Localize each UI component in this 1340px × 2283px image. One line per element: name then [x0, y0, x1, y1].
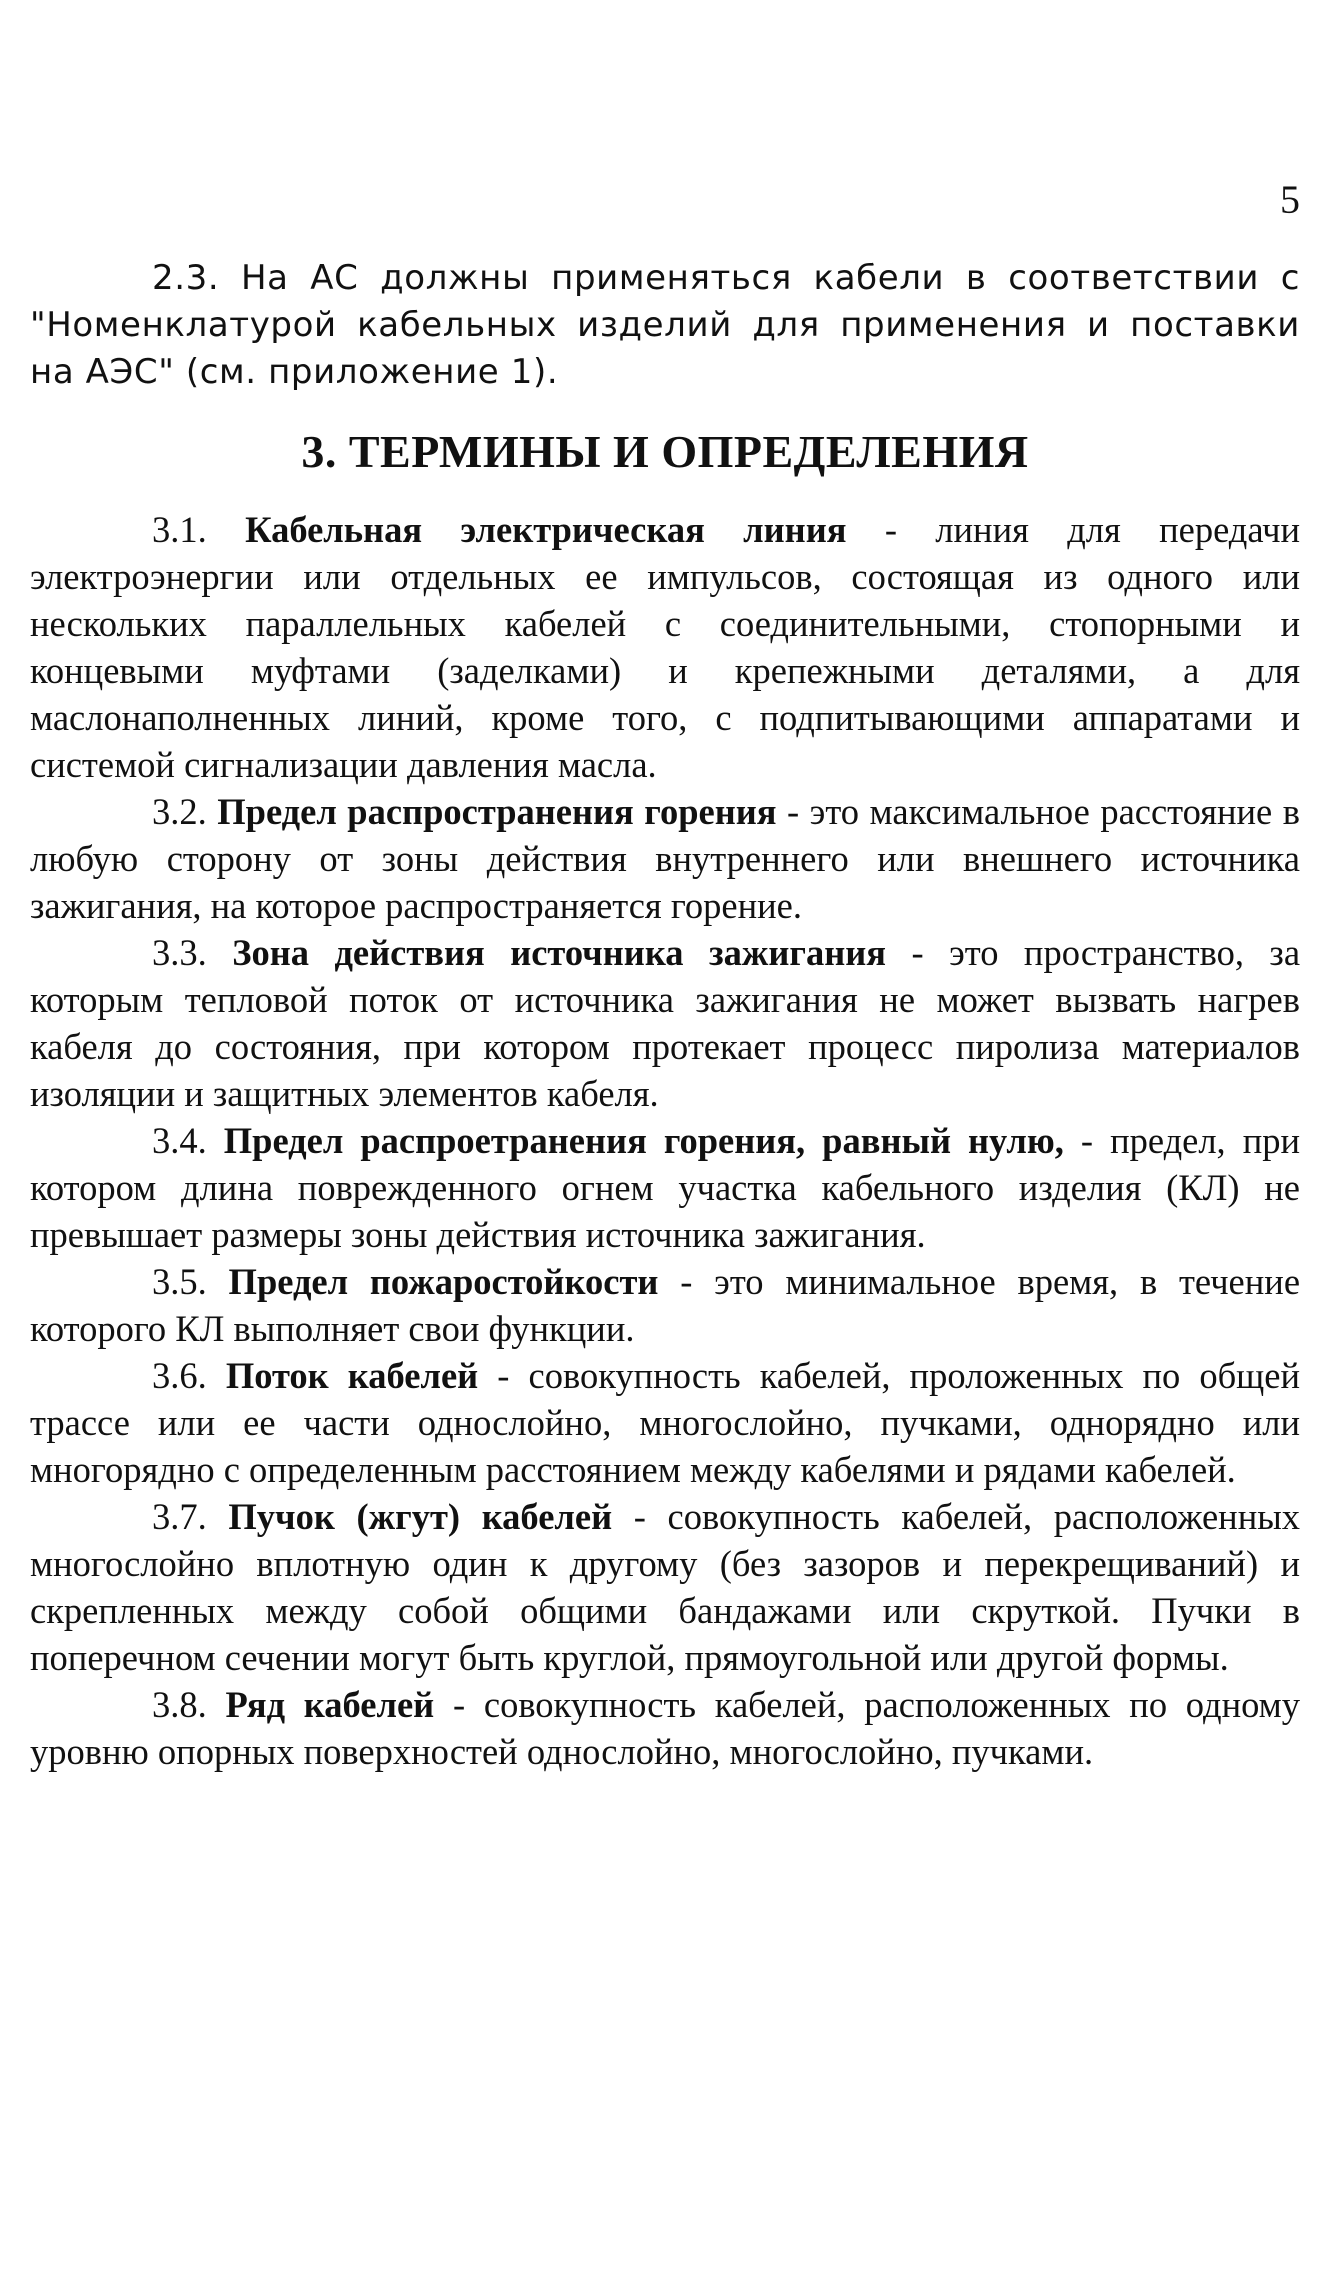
- definition-number: 3.8.: [152, 1684, 207, 1725]
- definition-3-4: [30, 1117, 1300, 1258]
- definition-term: Поток кабелей: [225, 1355, 479, 1396]
- definition-term: Предел пожаростойкости: [228, 1261, 659, 1302]
- definition-term: Ряд кабелей: [225, 1684, 435, 1725]
- definition-number: 3.1.: [152, 509, 207, 550]
- definition-3-8: [30, 1681, 1300, 1775]
- definition-term: Пучок (жгут) кабелей: [228, 1496, 613, 1537]
- definition-number: 3.4.: [152, 1120, 207, 1161]
- definition-term: Зона действия источника зажигания: [232, 932, 887, 973]
- definition-term: Предел распространения горения: [217, 791, 777, 832]
- definition-3-3: [30, 929, 1300, 1117]
- page-content: [30, 255, 1300, 1775]
- definition-text: - это максимальное расстояние в любую сторону от зоны действия внутреннего или внешнего источника зажигания, на которое распространяется горение.: [30, 791, 1300, 926]
- paragraph-2-3: [30, 255, 1300, 396]
- definition-text: - это пространство, за которым тепловой поток от источника зажигания не может вызвать нагрев кабеля до состояния, при котором протекает процесс пиролиза материалов изоляции и защитных элементов кабеля.: [30, 932, 1301, 1114]
- definition-text: - совокупность кабелей, расположенных многослойно вплотную один к другому (без зазоров и перекрещиваний) и скрепленных между собой общими бандажами или скруткой. Пучки в поперечном сечении могут быть круглой, прямоугольной или другой формы.: [30, 1496, 1301, 1678]
- page-number: 5: [1280, 177, 1300, 222]
- definition-3-1: [30, 506, 1300, 788]
- definition-number: 3.7.: [152, 1496, 207, 1537]
- paragraph-number: 2.3.: [152, 258, 220, 298]
- definition-term: Кабельная электрическая линия: [245, 509, 847, 550]
- document-page: [30, 0, 1300, 2283]
- definition-3-6: [30, 1352, 1300, 1493]
- definition-text: - совокупность кабелей, проложенных по общей трассе или ее части однослойно, многослойно, пучками, однорядно или многорядно с определенным расстоянием между кабелями и рядами кабелей.: [30, 1355, 1301, 1490]
- definition-number: 3.2.: [152, 791, 207, 832]
- definition-text: - это минимальное время, в течение которого КЛ выполняет свои функции.: [30, 1261, 1301, 1349]
- definition-number: 3.3.: [152, 932, 207, 973]
- definition-text: - совокупность кабелей, расположенных по одному уровню опорных поверхностей однослойно, многослойно, пучками.: [30, 1684, 1301, 1772]
- paragraph-text: На АС должны применяться кабели в соответствии с "Номенклатурой кабельных изделий для применения и поставки на АЭС" (см. приложение 1).: [30, 258, 1300, 392]
- definition-number: 3.5.: [152, 1261, 207, 1302]
- definition-number: 3.6.: [152, 1355, 207, 1396]
- definition-term: Предел распроетранения горения, равный нулю,: [223, 1120, 1064, 1161]
- section-title: 3. ТЕРМИНЫ И ОПРЕДЕЛЕНИЯ: [301, 426, 1029, 477]
- definition-3-7: [30, 1493, 1300, 1681]
- definition-3-5: [30, 1258, 1300, 1352]
- definition-text: - линия для передачи электроэнергии или отдельных ее импульсов, состоящая из одного или нескольких параллельных кабелей с соединительными, стопорными и концевыми муфтами (заделками) и крепежными деталями, а для маслонаполненных линий, кроме того, с подпитывающими аппаратами и системой сигнализации давления масла.: [30, 509, 1301, 785]
- definition-3-2: [30, 788, 1300, 929]
- definition-text: - предел, при котором длина поврежденного огнем участка кабельного изделия (КЛ) не превышает размеры зоны действия источника зажигания.: [30, 1120, 1301, 1255]
